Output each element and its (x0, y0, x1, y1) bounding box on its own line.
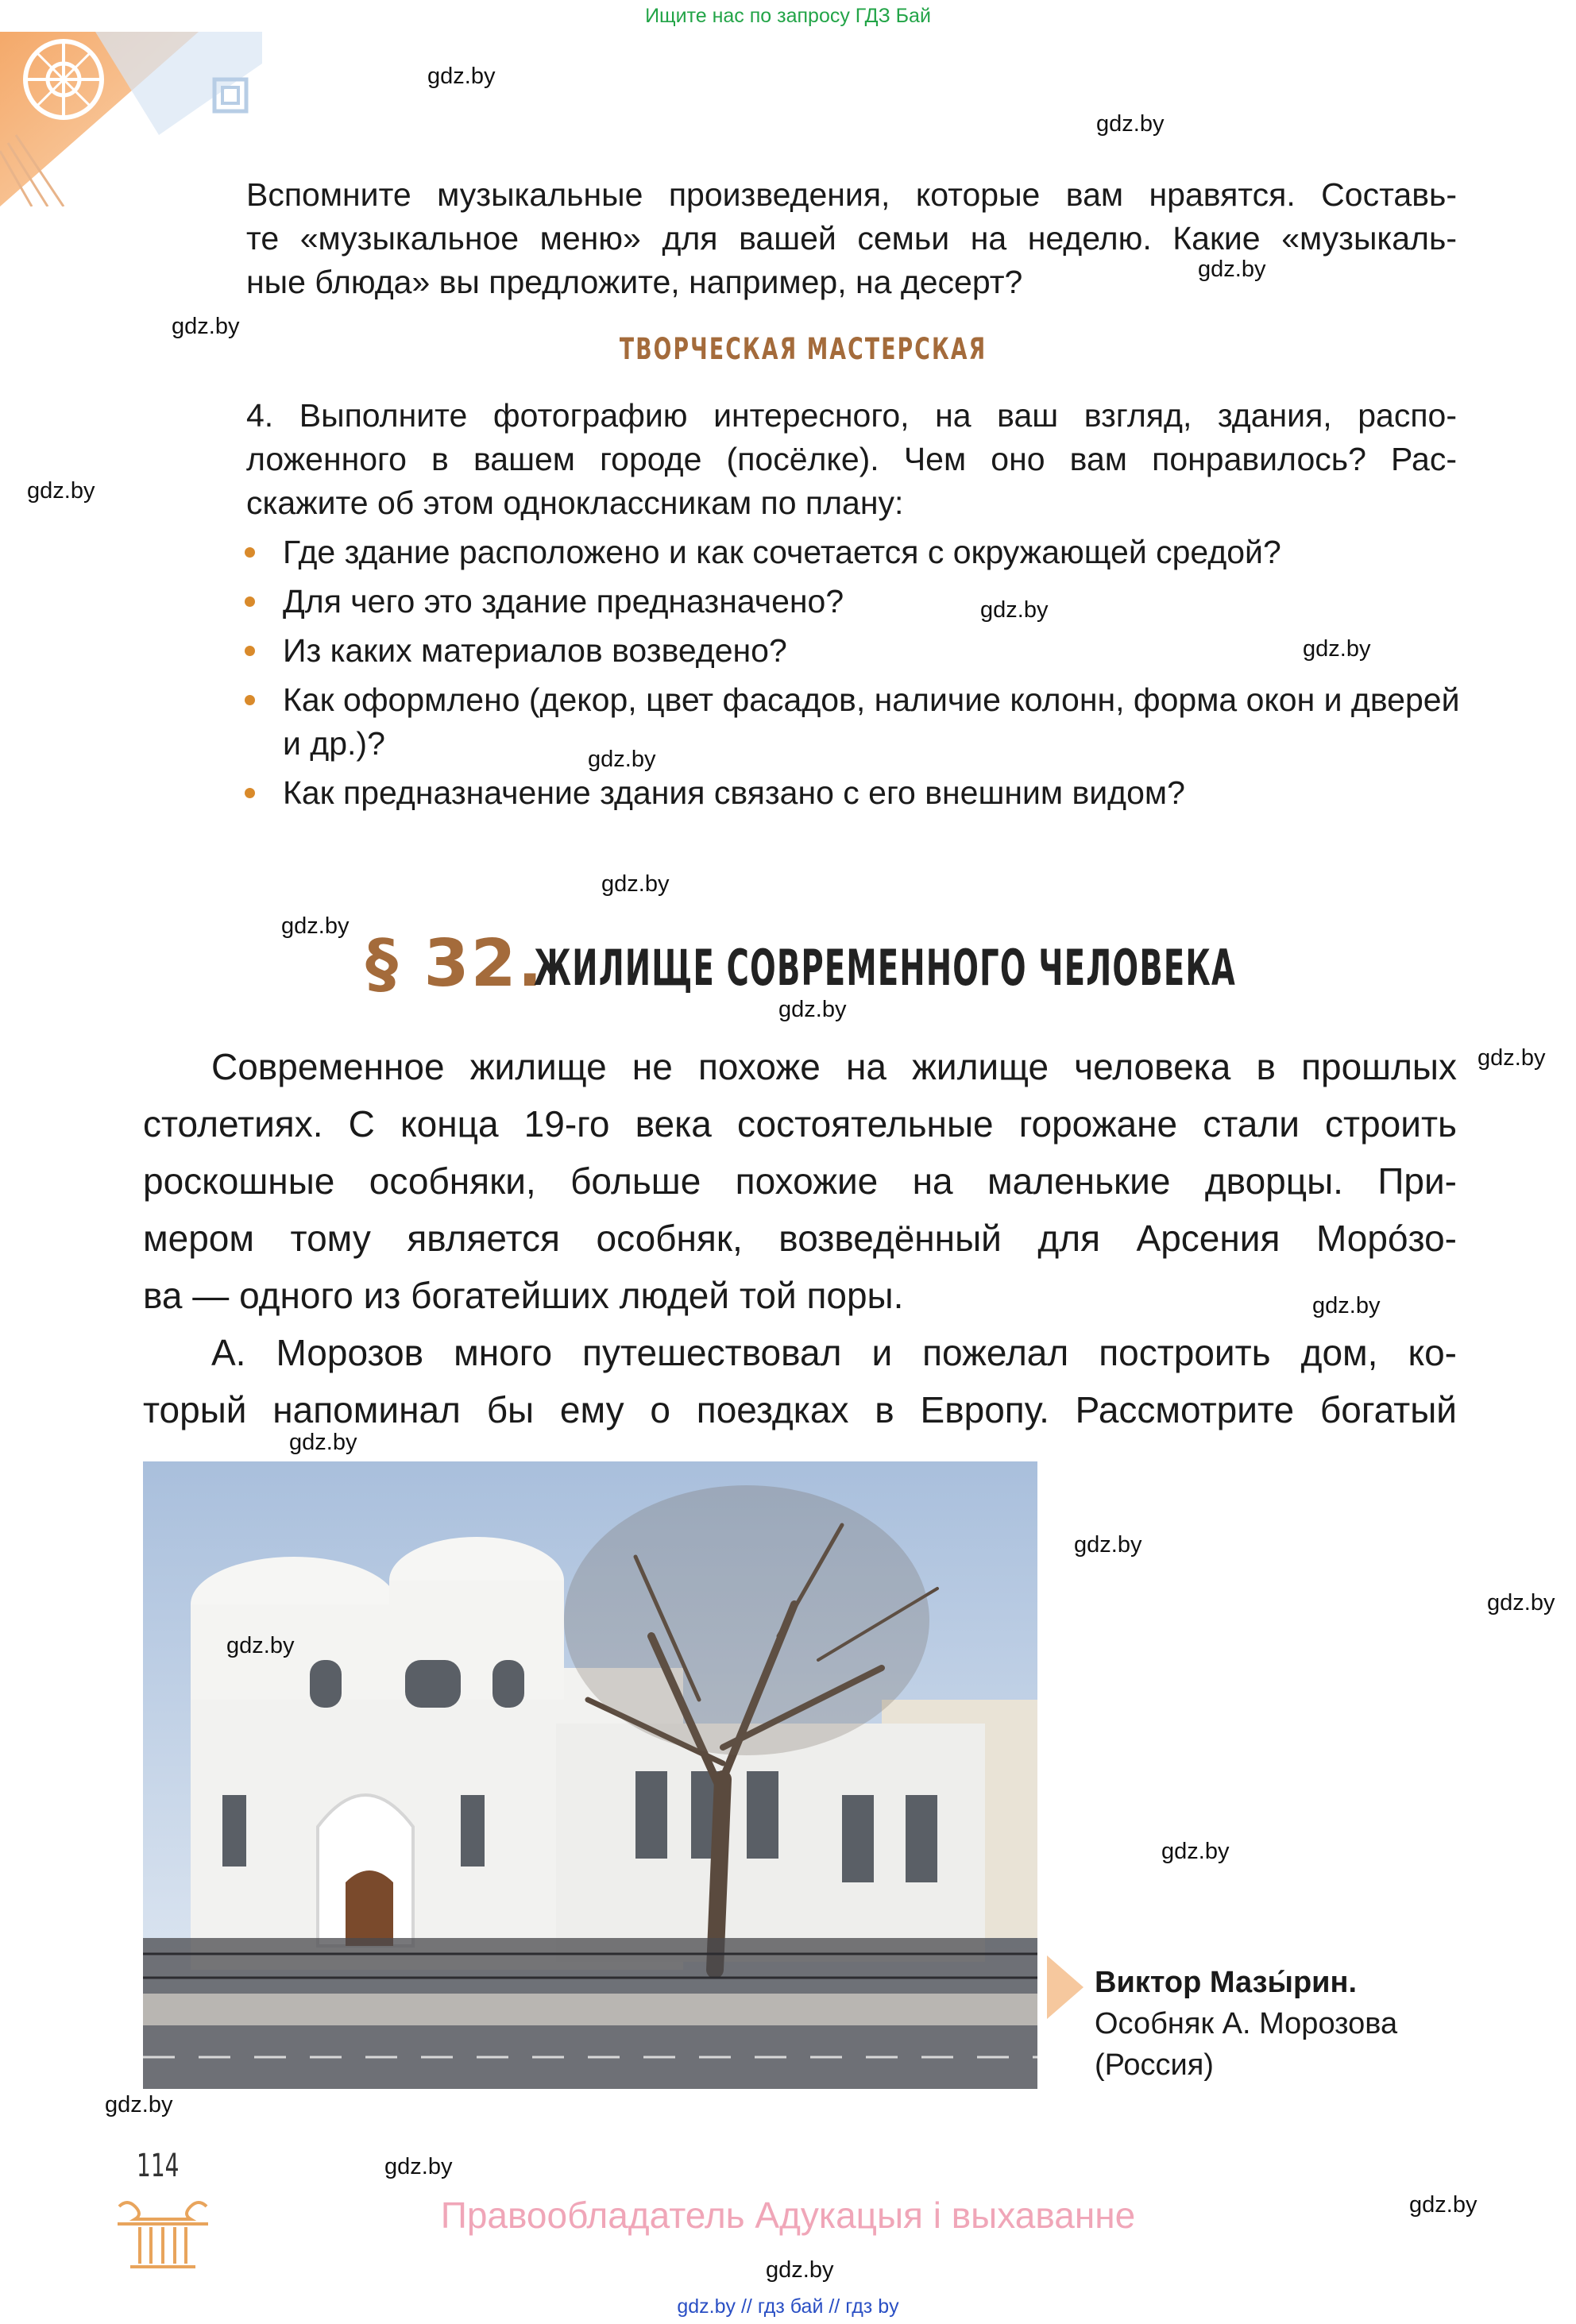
decorative-corner-ornament (0, 32, 262, 207)
task-line: скажите об этом одноклассникам по плану: (246, 484, 904, 521)
body-line: мером тому является особняк, возведённый для Арсения Моро́зо- (143, 1218, 1457, 1259)
watermark: gdz.by (1487, 1590, 1555, 1616)
body-line: А. Морозов много путешествовал и пожелал построить дом, ко- (211, 1332, 1457, 1373)
body-line: торый напоминал бы ему о поездках в Европу. Рассмотрите богатый (143, 1389, 1457, 1430)
intro-line: те «музыкальное меню» для вашей семьи на неделю. Какие «музыкаль- (246, 220, 1457, 257)
body-paragraph-2 (143, 1324, 1457, 1438)
caption-pointer-icon (1047, 1955, 1084, 2019)
watermark: gdz.by (766, 2257, 834, 2283)
list-item (245, 678, 1468, 766)
footer-links: gdz.by // гдз бай // гдз by (677, 2295, 899, 2318)
body-line: роскошные особняки, больше похожие на маленькие дворцы. При- (143, 1160, 1457, 1202)
section-number: § 32. (365, 926, 544, 1002)
top-banner: Ищите нас по запросу ГДЗ Бай (645, 5, 931, 27)
workshop-heading: ТВОРЧЕСКАЯ МАСТЕРСКАЯ (619, 332, 987, 366)
page-number: 114 (137, 2148, 180, 2184)
bullet-dot-icon (245, 547, 255, 558)
watermark: gdz.by (226, 1633, 295, 1658)
list-item (245, 580, 1468, 623)
section-title: ЖИЛИЩЕ СОВРЕМЕННОГО ЧЕЛОВЕКА (534, 939, 1237, 997)
watermark: gdz.by (1409, 2192, 1478, 2218)
task-line: ложенного в вашем городе (посёлке). Чем оно вам понравилось? Рас- (246, 441, 1457, 477)
watermark: gdz.by (281, 913, 350, 939)
body-line: столетиях. С конца 19-го века состоятельные горожане стали строить (143, 1103, 1457, 1145)
watermark: gdz.by (427, 64, 496, 89)
watermark: gdz.by (289, 1430, 357, 1455)
list-item (245, 531, 1468, 574)
bullet-dot-icon (245, 596, 255, 607)
watermark: gdz.by (384, 2154, 453, 2179)
watermark: gdz.by (778, 997, 847, 1022)
task-line: 4. Выполните фотографию интересного, на ваш взгляд, здания, распо- (246, 397, 1457, 434)
watermark: gdz.by (27, 478, 95, 504)
bullet-dot-icon (245, 788, 255, 798)
task-paragraph (246, 394, 1457, 525)
body-line: ва — одного из богатейших людей той поры. (143, 1275, 904, 1316)
intro-line: ные блюда» вы предложите, например, на десерт? (246, 264, 1023, 300)
watermark: gdz.by (601, 871, 670, 897)
watermark: gdz.by (1161, 1839, 1230, 1864)
watermark: gdz.by (588, 747, 656, 772)
watermark: gdz.by (1074, 1532, 1142, 1558)
watermark: gdz.by (1478, 1045, 1546, 1071)
list-item-text: Для чего это здание предназначено? (283, 583, 844, 620)
list-item-text: Из каких материалов возведено? (283, 632, 787, 669)
rights-holder-notice: Правообладатель Адукацыя і выхаванне (440, 2195, 1136, 2236)
list-item-text: Как оформлено (декор, цвет фасадов, наличие колонн, форма окон и дверей и др.)? (283, 681, 1460, 762)
list-item-text: Где здание расположено и как сочетается с окружающей средой? (283, 534, 1281, 570)
watermark: gdz.by (105, 2092, 173, 2117)
task-bullet-list (245, 531, 1468, 820)
bullet-dot-icon (245, 646, 255, 656)
body-paragraph-1 (143, 1038, 1457, 1324)
intro-paragraph (246, 173, 1457, 304)
morozov-mansion-photo (143, 1461, 1037, 2089)
watermark: gdz.by (1312, 1293, 1381, 1318)
body-line: Современное жилище не похоже на жилище человека в прошлых (211, 1046, 1457, 1087)
list-item-text: Как предназначение здания связано с его внешним видом? (283, 774, 1185, 811)
intro-line: Вспомните музыкальные произведения, которые вам нравятся. Составь- (246, 176, 1457, 213)
caption-country: (Россия) (1095, 2048, 1214, 2082)
watermark: gdz.by (1096, 111, 1165, 137)
watermark: gdz.by (980, 597, 1049, 623)
caption-author: Виктор Мазы́рин. (1095, 1966, 1358, 1999)
list-item (245, 629, 1468, 673)
watermark: gdz.by (172, 314, 240, 339)
watermark: gdz.by (1198, 257, 1266, 282)
caption-title: Особняк А. Морозова (1095, 2007, 1398, 2040)
bullet-dot-icon (245, 695, 255, 705)
list-item (245, 771, 1468, 815)
watermark: gdz.by (1303, 636, 1371, 662)
photo-caption (1095, 1962, 1397, 2086)
